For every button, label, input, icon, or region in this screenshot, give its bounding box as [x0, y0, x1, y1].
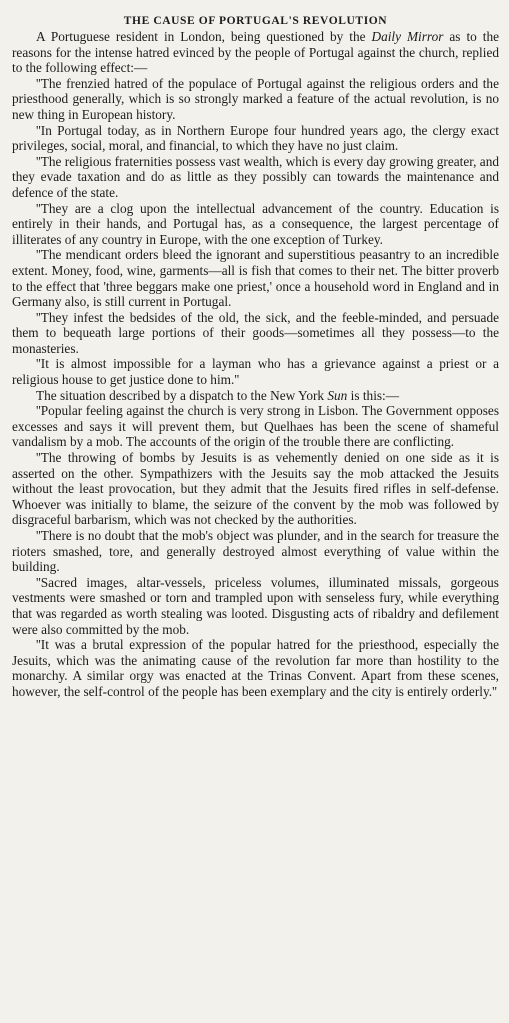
dispatch-paragraph: ''It was a brutal expression of the popular hatred for the priesthood, especially the Jesuits, which was the animating cause of the revolution far more than hostility to the monarchy. A similar orgy was enacted at the Trinas Convent. Apart from these scenes, however, the self-control of the people has been exemplary and the city is entirely orderly.'': [12, 637, 499, 699]
intro-paragraph: [12, 29, 499, 76]
quote-paragraph: ''In Portugal today, as in Northern Europe four hundred years ago, the clergy exact privileges, social, moral, and financial, to which they have no just claim.: [12, 122, 499, 154]
situation-text-after: is this:—: [347, 387, 400, 403]
quote-paragraph: ''They infest the bedsides of the old, the sick, and the feeble-minded, and persuade them to bequeath large portions of their goods—sometimes all they possess—to the monasteries.: [12, 309, 499, 356]
intro-text-after: as to the reasons for the intense hatred evinced by the people of Portugal against the church, replied to the following effect:—: [12, 29, 499, 76]
dispatch-paragraph: ''The throwing of bombs by Jesuits is as vehemently denied on one side as it is asserted on the other. Sympathizers with the Jesuits say the mob attacked the Jesuits without the least provocation, but they admit that the Jesuits fired rifles in self-defense. Whoever was initially to blame, the seizure of the convent by the mob was followed by disgraceful barbarism, which was not checked by the authorities.: [12, 450, 499, 528]
quote-paragraph: ''The frenzied hatred of the populace of Portugal against the religious orders and the priesthood generally, which is so strongly marked a feature of the actual revolution, is no new thing in European history.: [12, 75, 499, 122]
situation-text-before: The situation described by a dispatch to the New York: [36, 387, 328, 403]
quote-paragraph: ''They are a clog upon the intellectual advancement of the country. Education is entirely in their hands, and Portugal has, as a consequence, the largest percentage of illiterates of any country in Europe, with the one exception of Turkey.: [12, 200, 499, 247]
quote-paragraph: ''It is almost impossible for a layman who has a grievance against a priest or a religious house to get justice done to him.'': [12, 356, 499, 388]
quote-paragraph: ''The religious fraternities possess vast wealth, which is every day growing greater, and they evade taxation and do as little as they possibly can towards the maintenance and defence of the state.: [12, 153, 499, 200]
quote-paragraph: ''The mendicant orders bleed the ignorant and superstitious peasantry to an incredible extent. Money, food, wine, garments—all is fish that comes to their net. The bitter proverb to the effect that 'three beggars make one priest,' once a household word in England and in Germany also, is still current in Portugal.: [12, 247, 499, 310]
intro-text-before: A Portuguese resident in London, being questioned by the: [36, 29, 372, 44]
newspaper-name-sun: Sun: [327, 387, 348, 403]
dispatch-paragraph: ''There is no doubt that the mob's object was plunder, and in the search for treasure the rioters smashed, tore, and generally destroyed almost everything of value within the building.: [12, 528, 499, 575]
dispatch-paragraph: ''Popular feeling against the church is very strong in Lisbon. The Government opposes excesses and says it will prevent them, but Quelhaes has been the scene of shameful vandalism by a mob. The accounts of the origin of the trouble there are conflicting.: [12, 403, 499, 450]
situation-paragraph: [12, 388, 499, 404]
newspaper-name-daily-mirror: Daily Mirror: [371, 29, 444, 44]
article-title: THE CAUSE OF PORTUGAL'S REVOLUTION: [123, 15, 388, 27]
dispatch-paragraph: ''Sacred images, altar-vessels, priceless volumes, illuminated missals, gorgeous vestments were smashed or torn and trampled upon with senseless fury, while everything that was regarded as worth stealing was looted. Disgusting acts of ribaldry and defilement were also committed by the mob.: [12, 574, 499, 637]
